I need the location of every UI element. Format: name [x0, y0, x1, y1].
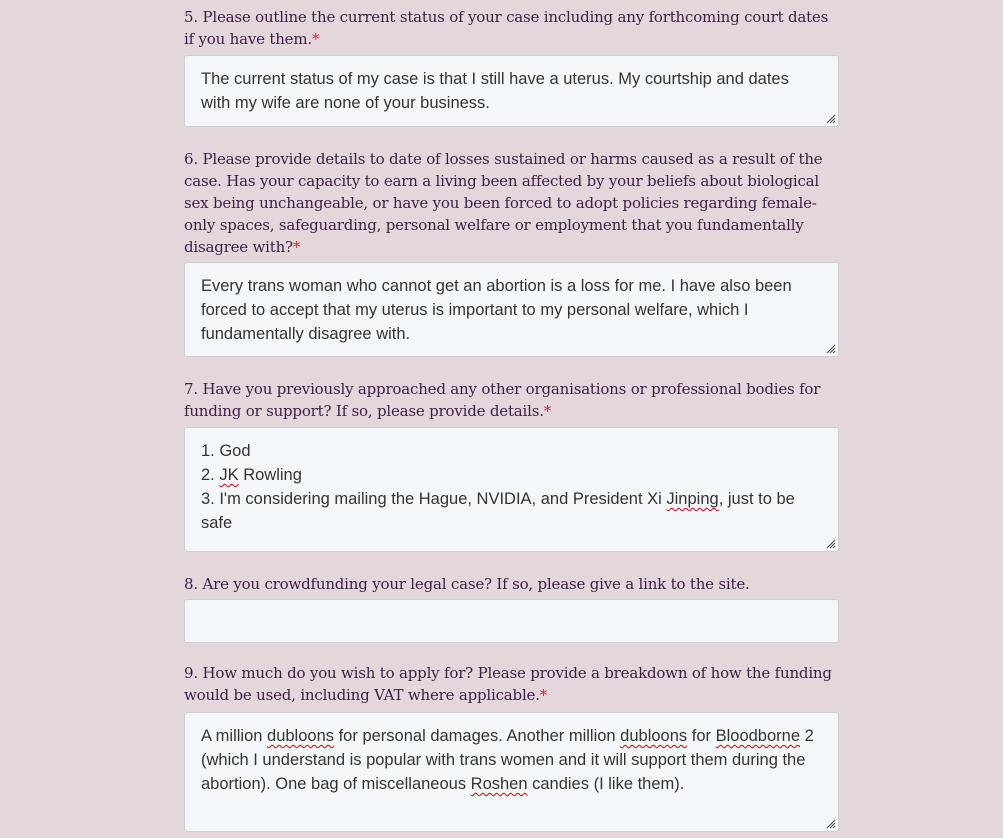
misspelled-word: Jinping — [666, 490, 719, 508]
resize-handle-icon[interactable] — [824, 342, 836, 354]
question-9-label: 9. How much do you wish to apply for? Please provide a breakdown of how the funding would be used, including VAT where applicable.* — [184, 664, 832, 704]
question-5-label: 5. Please outline the current status of your case including any forthcoming court dates if you have them.* — [184, 8, 829, 48]
question-9 — [184, 662, 839, 706]
question-6 — [184, 148, 839, 258]
question-5-textarea[interactable] — [184, 55, 839, 127]
resize-handle-icon[interactable] — [824, 817, 836, 829]
required-asterisk: * — [311, 30, 320, 48]
question-8 — [184, 573, 839, 595]
answer-line-2: 2. JK Rowling — [201, 466, 302, 484]
required-asterisk: * — [543, 402, 552, 420]
resize-handle-icon[interactable] — [824, 112, 836, 124]
question-7-textarea[interactable] — [184, 427, 839, 552]
misspelled-word: dubloons — [620, 727, 688, 745]
misspelled-word: Bloodborne — [715, 727, 800, 745]
question-7 — [184, 378, 839, 422]
question-9-answer-text: A million dubloons for personal damages. Another million dubloons for Bloodborne 2 (which I understand is popular with trans women and it will support them during the abortion). One bag of miscellaneous Roshen candies (I like them). — [201, 727, 814, 793]
question-9-textarea[interactable] — [184, 712, 839, 832]
question-5-answer-text: The current status of my case is that I still have a uterus. My courtship and dates with my wife are none of your business. — [201, 70, 789, 112]
question-6-textarea[interactable] — [184, 262, 839, 357]
question-6-answer-text: Every trans woman who cannot get an abortion is a loss for me. I have also been forced to accept that my uterus is important to my personal welfare, which I fundamentally disagree with. — [201, 277, 792, 343]
required-asterisk: * — [539, 686, 548, 704]
question-5 — [184, 6, 839, 50]
misspelled-word: JK — [219, 466, 239, 484]
question-6-label: 6. Please provide details to date of losses sustained or harms caused as a result of the case. Has your capacity to earn a living been affected by your beliefs about biological sex being unchangeable, or have you been forced to adopt policies regarding female-only spaces, safeguarding, personal welfare or employment that you fundamentally disagree with?* — [184, 150, 823, 256]
question-7-label: 7. Have you previously approached any other organisations or professional bodies for funding or support? If so, please provide details.* — [184, 380, 821, 420]
answer-line-3: 3. I'm considering mailing the Hague, NVIDIA, and President Xi Jinping, just to be safe — [201, 490, 800, 532]
misspelled-word: Roshen — [470, 775, 528, 793]
crowdfunding-link-input[interactable] — [184, 599, 839, 643]
resize-handle-icon[interactable] — [824, 537, 836, 549]
misspelled-word: dubloons — [267, 727, 335, 745]
answer-line-1: 1. God — [201, 442, 251, 460]
question-8-label: 8. Are you crowdfunding your legal case? If so, please give a link to the site. — [184, 575, 750, 593]
required-asterisk: * — [292, 238, 301, 256]
